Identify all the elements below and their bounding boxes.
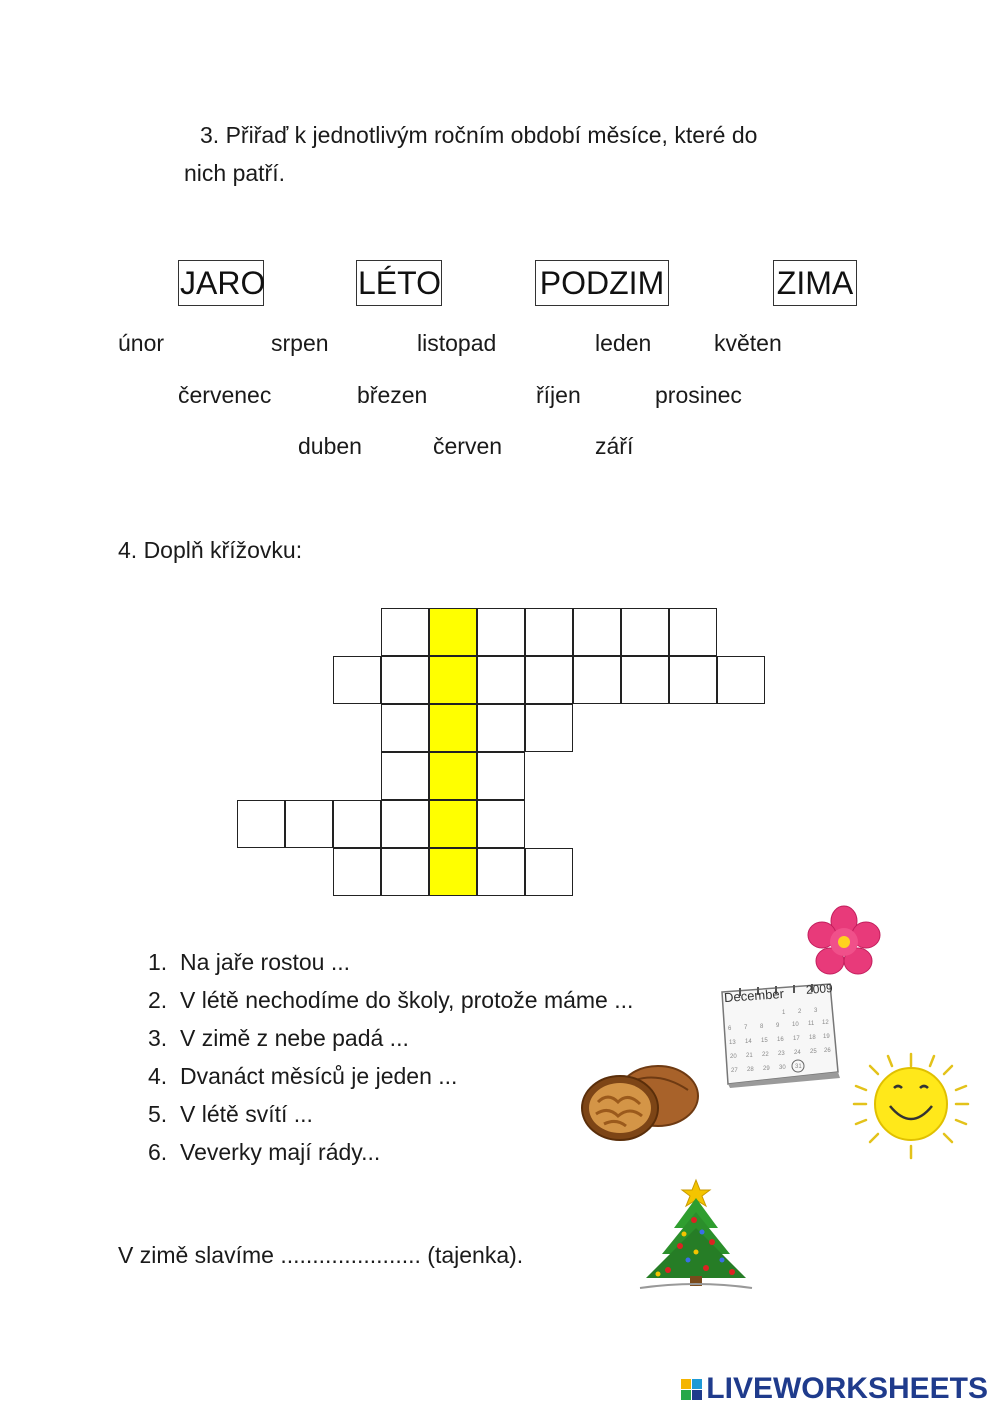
svg-text:22: 22 bbox=[762, 1052, 769, 1058]
svg-text:19: 19 bbox=[823, 1034, 830, 1040]
clue-number: 4. bbox=[148, 1063, 168, 1089]
crossword-cell[interactable] bbox=[621, 656, 669, 704]
clue-number: 2. bbox=[148, 987, 168, 1013]
crossword-cell[interactable] bbox=[573, 608, 621, 656]
crossword-cell[interactable] bbox=[333, 848, 381, 896]
clue-item bbox=[148, 981, 633, 1019]
clue-number: 1. bbox=[148, 949, 168, 975]
clue-item bbox=[148, 1095, 633, 1133]
sun-icon bbox=[848, 1052, 974, 1162]
crossword-cell[interactable] bbox=[477, 656, 525, 704]
season-box-jaro[interactable]: JARO bbox=[178, 260, 264, 306]
crossword-cell[interactable] bbox=[477, 608, 525, 656]
svg-text:31: 31 bbox=[795, 1064, 802, 1070]
svg-text:15: 15 bbox=[761, 1038, 768, 1044]
crossword-cell[interactable] bbox=[333, 800, 381, 848]
svg-text:9: 9 bbox=[776, 1023, 780, 1029]
crossword-cell[interactable] bbox=[669, 608, 717, 656]
svg-text:13: 13 bbox=[729, 1040, 736, 1046]
clue-text: Veverky mají rády... bbox=[180, 1139, 381, 1165]
crossword-cell[interactable] bbox=[381, 704, 429, 752]
month-word[interactable]: listopad bbox=[417, 330, 497, 356]
calendar-icon bbox=[718, 980, 840, 1088]
crossword-cell[interactable] bbox=[381, 752, 429, 800]
crossword-cell[interactable] bbox=[477, 848, 525, 896]
task4-title: 4. Doplň křížovku: bbox=[118, 537, 303, 563]
crossword-cell[interactable] bbox=[381, 608, 429, 656]
brand-name: LIVEWORKSHEETS bbox=[706, 1372, 988, 1405]
svg-text:8: 8 bbox=[760, 1024, 764, 1030]
flower-icon bbox=[806, 905, 882, 977]
month-word[interactable]: leden bbox=[595, 330, 652, 356]
crossword-cell[interactable] bbox=[621, 608, 669, 656]
crossword-cell[interactable] bbox=[237, 800, 285, 848]
svg-text:24: 24 bbox=[794, 1050, 801, 1056]
svg-text:18: 18 bbox=[809, 1035, 816, 1041]
clue-item bbox=[148, 1019, 633, 1057]
month-word[interactable]: březen bbox=[357, 382, 428, 408]
svg-text:26: 26 bbox=[824, 1048, 831, 1054]
svg-text:10: 10 bbox=[792, 1022, 799, 1028]
month-word[interactable]: červenec bbox=[178, 382, 272, 408]
svg-text:6: 6 bbox=[728, 1026, 732, 1032]
svg-text:17: 17 bbox=[793, 1036, 800, 1042]
month-word[interactable]: květen bbox=[714, 330, 782, 356]
crossword-secret-cell[interactable] bbox=[429, 704, 477, 752]
svg-text:16: 16 bbox=[777, 1037, 784, 1043]
clue-text: V zimě z nebe padá ... bbox=[180, 1025, 409, 1051]
clue-text: V létě nechodíme do školy, protože máme ... bbox=[180, 987, 634, 1013]
clue-number: 5. bbox=[148, 1101, 168, 1127]
crossword-cell[interactable] bbox=[669, 656, 717, 704]
crossword-cell[interactable] bbox=[477, 800, 525, 848]
svg-text:12: 12 bbox=[822, 1020, 829, 1026]
crossword-cell[interactable] bbox=[285, 800, 333, 848]
liveworksheets-logo bbox=[681, 1372, 988, 1406]
month-word[interactable]: červen bbox=[433, 433, 503, 459]
crossword-secret-cell[interactable] bbox=[429, 800, 477, 848]
season-box-podzim[interactable]: PODZIM bbox=[535, 260, 669, 306]
svg-text:28: 28 bbox=[747, 1067, 754, 1073]
walnut-icon bbox=[580, 1062, 700, 1144]
crossword-cell[interactable] bbox=[381, 656, 429, 704]
svg-text:3: 3 bbox=[814, 1008, 818, 1014]
svg-text:1: 1 bbox=[782, 1010, 786, 1016]
svg-text:25: 25 bbox=[810, 1049, 817, 1055]
svg-text:20: 20 bbox=[730, 1054, 737, 1060]
calendar-month: December bbox=[723, 985, 785, 1006]
month-word[interactable]: duben bbox=[298, 433, 362, 459]
month-word[interactable]: září bbox=[595, 433, 634, 459]
clue-item bbox=[148, 943, 633, 981]
season-box-leto[interactable]: LÉTO bbox=[356, 260, 442, 306]
clue-number: 6. bbox=[148, 1139, 168, 1165]
crossword-cell[interactable] bbox=[573, 656, 621, 704]
secret-sentence: V zimě slavíme ...................... (tajenka). bbox=[118, 1242, 524, 1268]
crossword-secret-cell[interactable] bbox=[429, 848, 477, 896]
svg-text:23: 23 bbox=[778, 1051, 785, 1057]
crossword-cell[interactable] bbox=[333, 656, 381, 704]
clue-list bbox=[148, 943, 633, 1171]
task3-line1: 3. Přiřaď k jednotlivým ročním období měsíce, které do bbox=[200, 122, 758, 148]
svg-text:11: 11 bbox=[808, 1021, 815, 1027]
month-word[interactable]: únor bbox=[118, 330, 165, 356]
crossword-secret-cell[interactable] bbox=[429, 752, 477, 800]
liveworksheets-logo-icon bbox=[681, 1379, 702, 1400]
clue-number: 3. bbox=[148, 1025, 168, 1051]
svg-text:21: 21 bbox=[746, 1053, 753, 1059]
month-word[interactable]: srpen bbox=[271, 330, 329, 356]
crossword-cell[interactable] bbox=[381, 800, 429, 848]
crossword-cell[interactable] bbox=[381, 848, 429, 896]
crossword-cell[interactable] bbox=[525, 608, 573, 656]
crossword-cell[interactable] bbox=[477, 704, 525, 752]
calendar-year: 2009 bbox=[805, 981, 834, 997]
svg-text:27: 27 bbox=[731, 1068, 738, 1074]
svg-text:30: 30 bbox=[779, 1065, 786, 1071]
svg-text:14: 14 bbox=[745, 1039, 752, 1045]
clue-text: Na jaře rostou ... bbox=[180, 949, 351, 975]
svg-text:2: 2 bbox=[798, 1009, 802, 1015]
crossword-cell[interactable] bbox=[717, 656, 765, 704]
clue-text: Dvanáct měsíců je jeden ... bbox=[180, 1063, 458, 1089]
season-box-zima[interactable]: ZIMA bbox=[773, 260, 857, 306]
crossword-secret-cell[interactable] bbox=[429, 608, 477, 656]
clue-item bbox=[148, 1133, 633, 1171]
crossword-cell[interactable] bbox=[525, 704, 573, 752]
crossword-secret-cell[interactable] bbox=[429, 656, 477, 704]
crossword-cell[interactable] bbox=[525, 656, 573, 704]
clue-text: V létě svítí ... bbox=[180, 1101, 313, 1127]
task3-line2: nich patří. bbox=[184, 160, 285, 186]
crossword-cell[interactable] bbox=[477, 752, 525, 800]
svg-text:29: 29 bbox=[763, 1066, 770, 1072]
clue-item bbox=[148, 1057, 633, 1095]
month-word[interactable]: říjen bbox=[536, 382, 581, 408]
month-word[interactable]: prosinec bbox=[655, 382, 742, 408]
christmas-tree-icon bbox=[636, 1172, 756, 1294]
svg-text:7: 7 bbox=[744, 1025, 748, 1031]
crossword-cell[interactable] bbox=[525, 848, 573, 896]
